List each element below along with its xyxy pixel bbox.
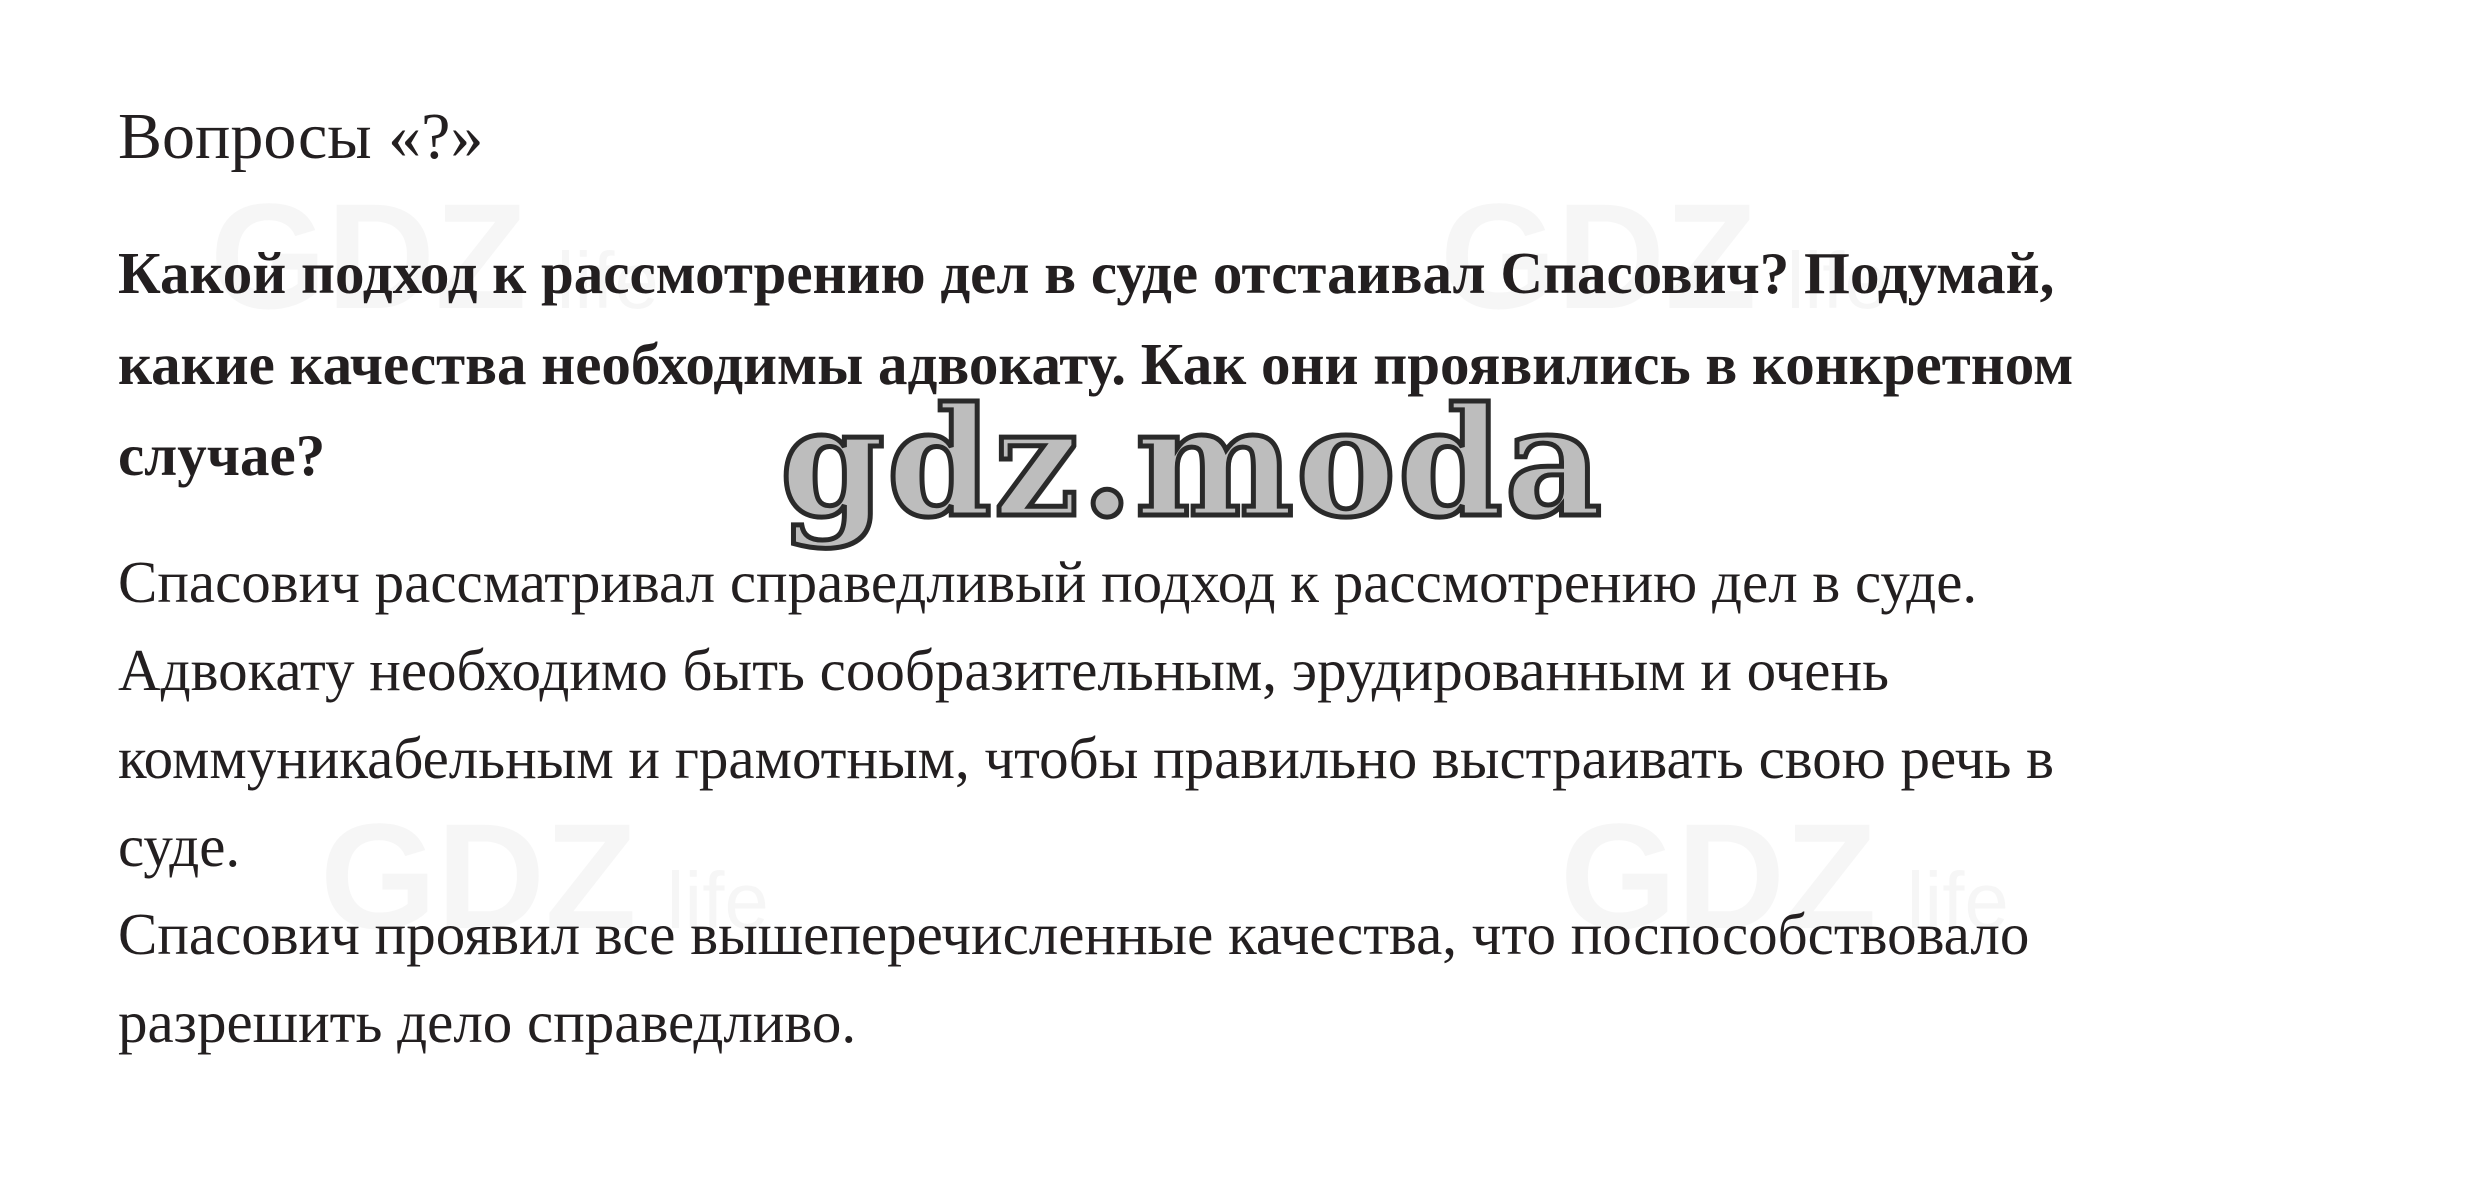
answer-line: суде. bbox=[118, 813, 241, 879]
answer-text bbox=[118, 538, 2418, 1066]
answer-line: разрешить дело справедливо. bbox=[118, 989, 857, 1055]
question-line: Какой подход к рассмотрению дел в суде отстаивал Спасович? Подумай, bbox=[118, 240, 2055, 306]
answer-line: Спасович проявил все вышеперечисленные качества, что поспособствовало bbox=[118, 901, 2030, 967]
question-text bbox=[118, 228, 2408, 501]
question-line: случае? bbox=[118, 422, 326, 488]
watermark-logo: gdz.moda bbox=[780, 375, 1605, 551]
answer-line: Спасович рассматривал справедливый подход к рассмотрению дел в суде. bbox=[118, 549, 1978, 615]
answer-line: коммуникабельным и грамотным, чтобы правильно выстраивать свою речь в bbox=[118, 725, 2054, 791]
question-line: какие качества необходимы адвокату. Как они проявились в конкретном bbox=[118, 331, 2074, 397]
answer-line: Адвокату необходимо быть сообразительным, эрудированным и очень bbox=[118, 637, 1889, 703]
section-title: Вопросы «?» bbox=[118, 100, 484, 173]
document-page bbox=[118, 0, 2418, 1189]
